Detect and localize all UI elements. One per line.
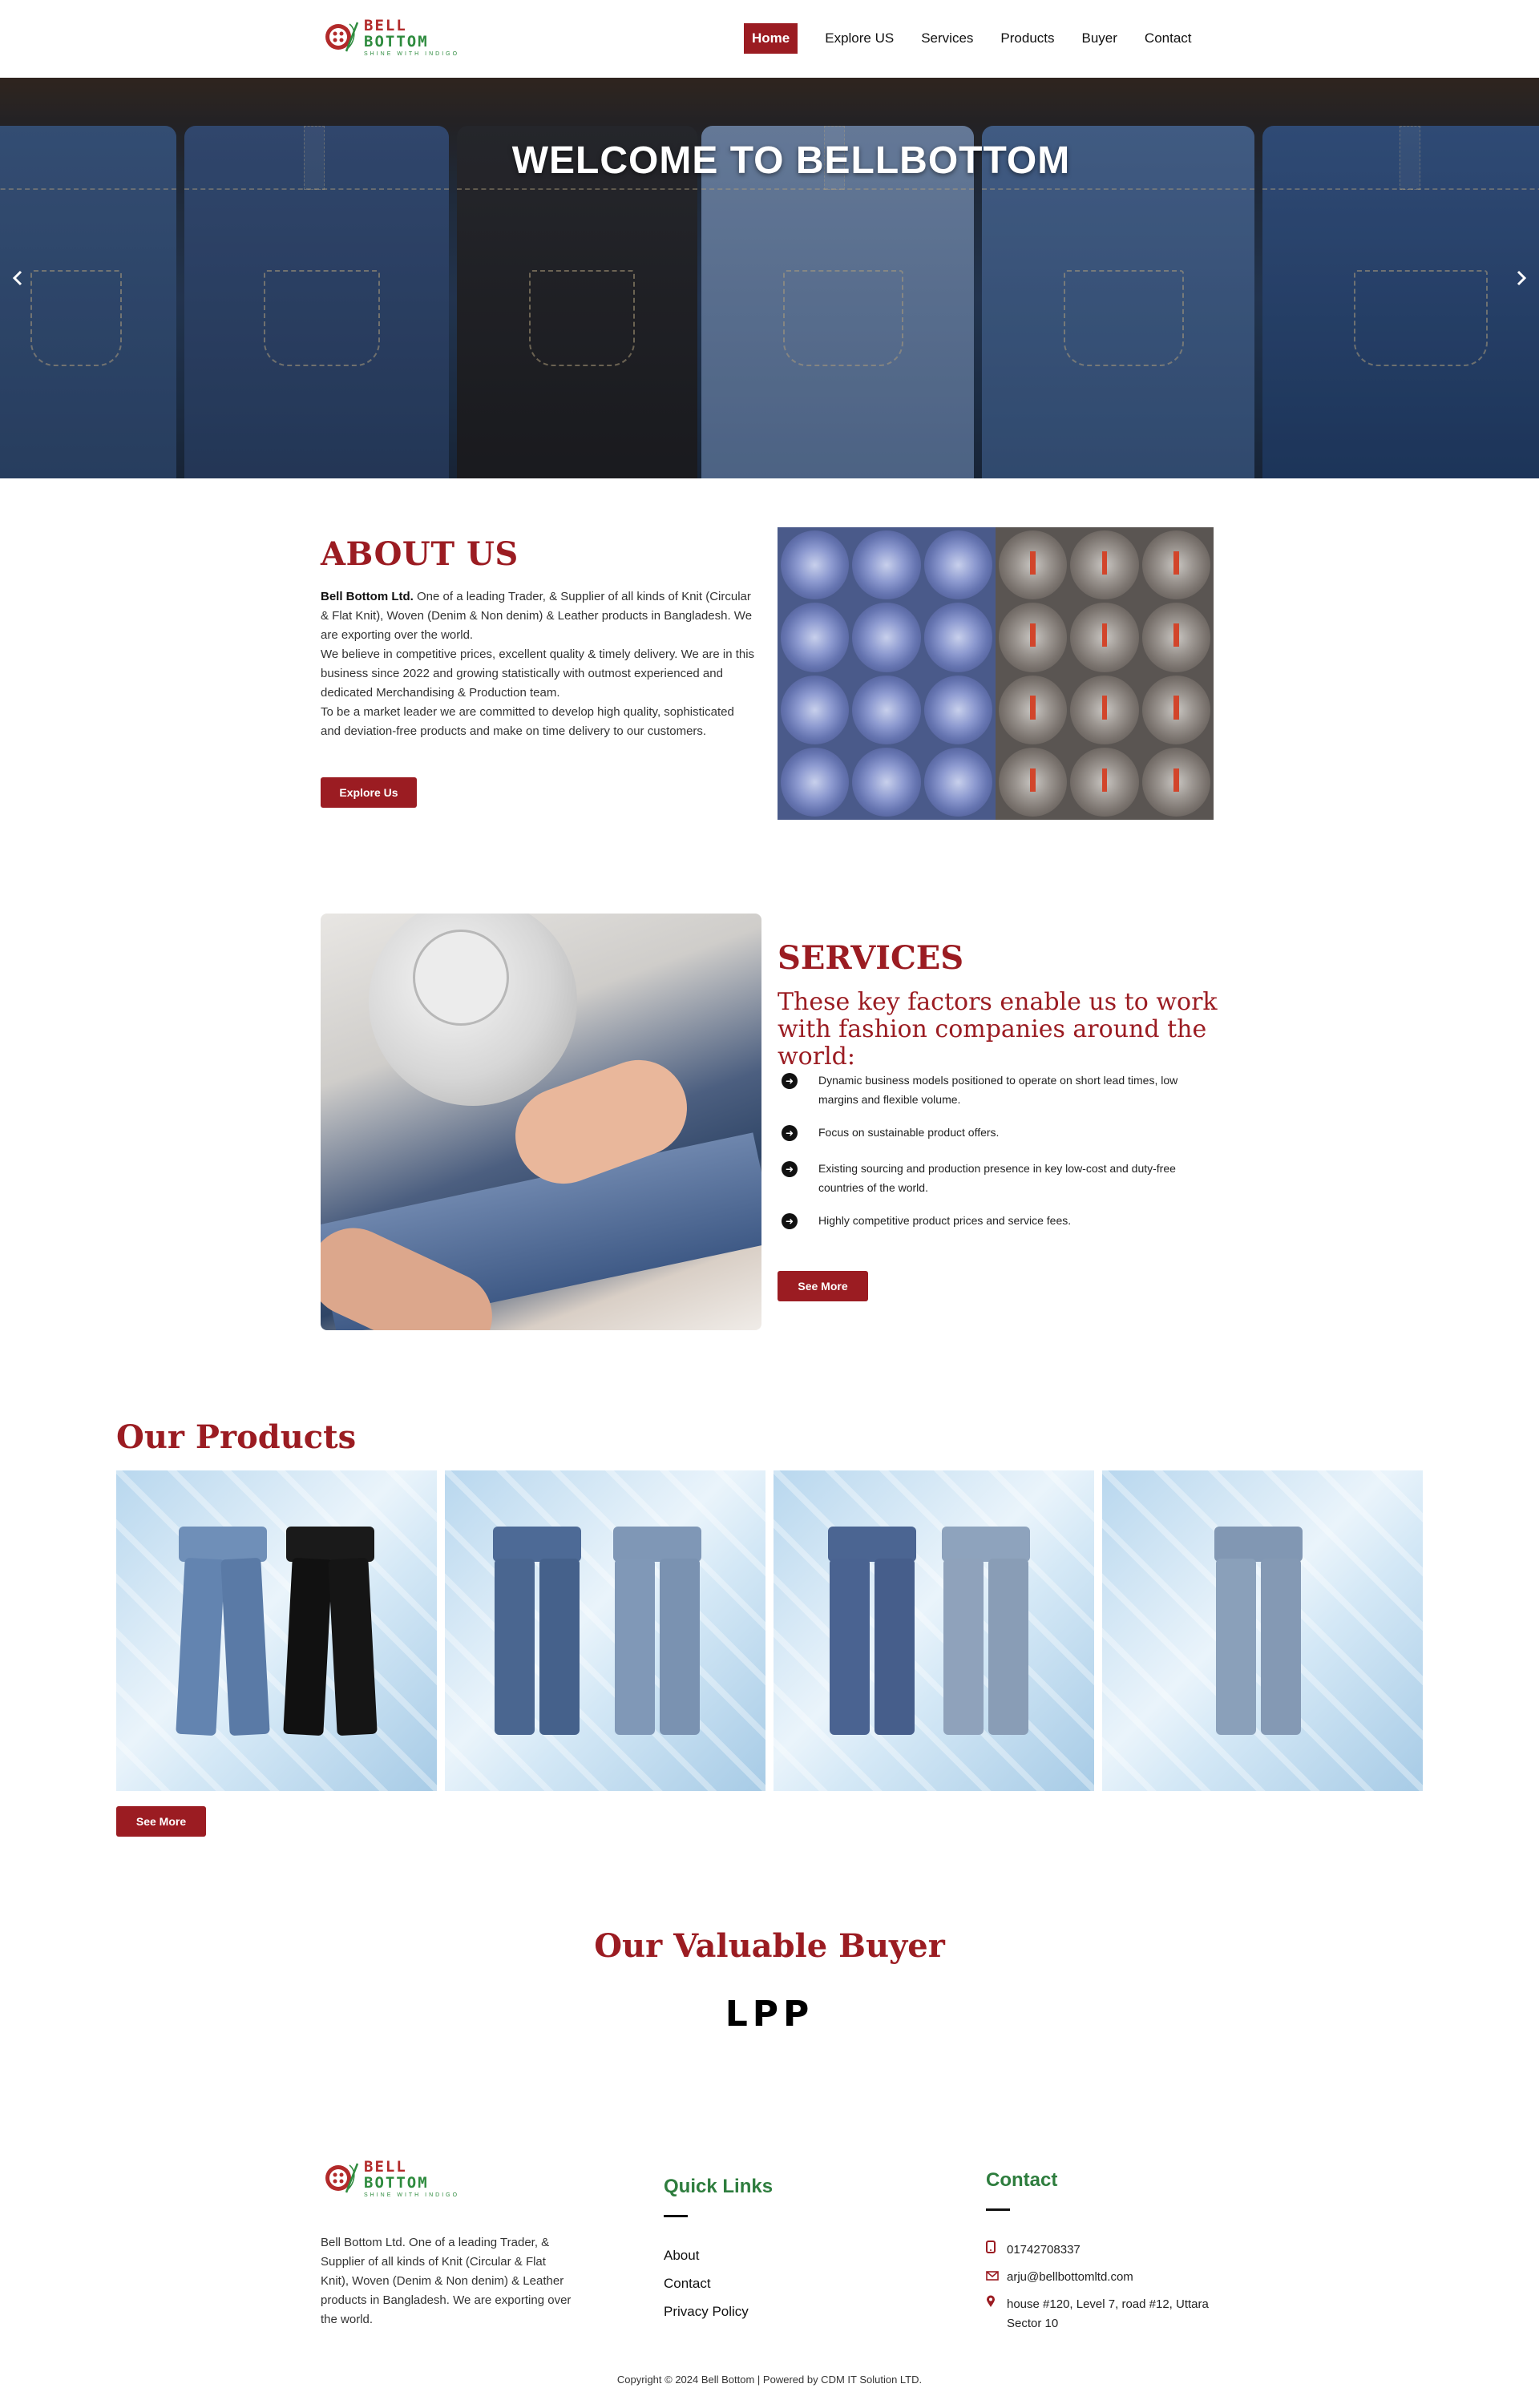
services-item-text: Highly competitive product prices and service fees.: [818, 1214, 1072, 1227]
contact-list: [986, 2241, 1242, 2341]
services-see-more-button[interactable]: See More: [778, 1271, 868, 1301]
product-jeans-straight-dark: [828, 1527, 916, 1735]
arrow-circle-icon: ➜: [782, 1073, 798, 1089]
nav-services[interactable]: Services: [921, 30, 974, 46]
brand-tagline: SHINE WITH INDIGO: [364, 2192, 460, 2198]
hero-slider: [0, 78, 1539, 478]
list-item: [782, 1211, 1206, 1230]
product-jeans-black: [286, 1527, 374, 1735]
envelope-icon: [986, 2268, 1007, 2287]
explore-us-button[interactable]: Explore Us: [321, 777, 417, 808]
copyright-text: Copyright © 2024 Bell Bottom | Powered by CDM IT Solution LTD.: [616, 2374, 923, 2386]
brand-tagline: SHINE WITH INDIGO: [364, 50, 460, 57]
footer-logo[interactable]: [322, 2157, 475, 2198]
about-company: Bell Bottom Ltd.: [321, 590, 414, 603]
nav-buyer[interactable]: Buyer: [1081, 30, 1117, 46]
services-subtitle: These key factors enable us to work with fashion companies around the world:: [778, 988, 1218, 1071]
product-jeans-ripped-light: [613, 1527, 701, 1735]
arrow-circle-icon: ➜: [782, 1213, 798, 1229]
services-image-sewing-machine: [321, 914, 761, 1330]
about-para2: We believe in competitive prices, excellent quality & timely delivery. We are in this business since 2022 and growing statistically with outmost experienced and dedicated Merchandising & Production team.: [321, 647, 755, 700]
brand-name-part2: BOTTOM: [364, 32, 429, 50]
arrow-circle-icon: ➜: [782, 1125, 798, 1141]
services-title: SERVICES: [778, 939, 964, 977]
contact-address-text: house #120, Level 7, road #12, Uttara Sector 10: [1007, 2297, 1209, 2330]
quick-links-title: Quick Links: [664, 2176, 774, 2197]
footer-about-text: Bell Bottom Ltd. One of a leading Trader, & Supplier of all kinds of Knit (Circular & Flat Knit), Woven (Denim & Non denim) & Leather products in Bangladesh. We are exporting over the world.: [321, 2236, 572, 2326]
footer-link-contact[interactable]: Contact: [664, 2276, 711, 2291]
contact-phone[interactable]: [986, 2241, 1242, 2260]
mobile-phone-icon: [986, 2241, 1007, 2260]
brand-name-part1: BELL: [364, 2157, 407, 2176]
buyer-logo-lpp: LPP: [725, 1994, 814, 2035]
list-item: [782, 1071, 1206, 1109]
site-header: [0, 0, 1539, 78]
quick-links-divider: [664, 2215, 688, 2217]
nav-home[interactable]: Home: [744, 23, 798, 54]
services-item-text: Existing sourcing and production presence in key low-cost and duty-free countries of the world.: [818, 1162, 1176, 1194]
map-pin-icon: [986, 2295, 1007, 2333]
button-needle-logo-icon: [322, 19, 361, 54]
nav-explore-us[interactable]: Explore US: [825, 30, 895, 46]
products-see-more-button[interactable]: See More: [116, 1806, 206, 1837]
about-image-rolled-fabrics: [778, 527, 1214, 820]
nav-products[interactable]: Products: [1000, 30, 1055, 46]
product-jeans-ripped-dark: [493, 1527, 581, 1735]
product-card-2[interactable]: [445, 1470, 765, 1791]
brand-name-part1: BELL: [364, 16, 407, 34]
brand-name-part2: BOTTOM: [364, 2173, 429, 2192]
chevron-right-icon[interactable]: [1515, 267, 1528, 292]
contact-title: Contact: [986, 2169, 1058, 2191]
main-nav: [744, 22, 1219, 54]
products-title: Our Products: [116, 1418, 357, 1456]
contact-email-text: arju@bellbottomltd.com: [1007, 2270, 1133, 2284]
list-item: [782, 1159, 1206, 1197]
brand-logo[interactable]: [322, 16, 475, 57]
services-item-text: Dynamic business models positioned to operate on short lead times, low margins and flexible volume.: [818, 1074, 1178, 1106]
nav-contact[interactable]: Contact: [1144, 30, 1192, 46]
product-card-3[interactable]: [774, 1470, 1094, 1791]
footer-link-privacy-policy[interactable]: Privacy Policy: [664, 2304, 749, 2319]
product-card-4[interactable]: [1102, 1470, 1423, 1791]
product-jeans-distressed: [1214, 1527, 1303, 1735]
quick-links-list: [664, 2248, 749, 2332]
list-item: [782, 1123, 1206, 1142]
contact-divider: [986, 2208, 1010, 2211]
footer-link-about[interactable]: About: [664, 2248, 700, 2263]
about-text: [321, 587, 757, 741]
button-needle-logo-icon: [322, 2160, 361, 2196]
about-title: ABOUT US: [321, 535, 519, 573]
buyer-title: Our Valuable Buyer: [594, 1927, 945, 1965]
contact-address: [986, 2295, 1242, 2333]
about-para3: To be a market leader we are committed to develop high quality, sophisticated and deviation-free products and make on time delivery to our customers.: [321, 705, 734, 738]
product-jeans-straight-light: [942, 1527, 1030, 1735]
contact-email[interactable]: [986, 2268, 1242, 2287]
contact-phone-text: 01742708337: [1007, 2243, 1081, 2257]
services-list: [782, 1071, 1206, 1247]
chevron-left-icon[interactable]: [11, 267, 24, 292]
product-card-1[interactable]: [116, 1470, 437, 1791]
about-para1: One of a leading Trader, & Supplier of all kinds of Knit (Circular & Flat Knit), Woven (Denim & Non denim) & Leather products in Bangladesh. We are exporting over the world.: [321, 590, 753, 642]
services-item-text: Focus on sustainable product offers.: [818, 1126, 1000, 1139]
hero-title: WELCOME TO BELLBOTTOM: [511, 139, 1071, 182]
product-jeans-blue: [179, 1527, 267, 1735]
arrow-circle-icon: ➜: [782, 1161, 798, 1177]
